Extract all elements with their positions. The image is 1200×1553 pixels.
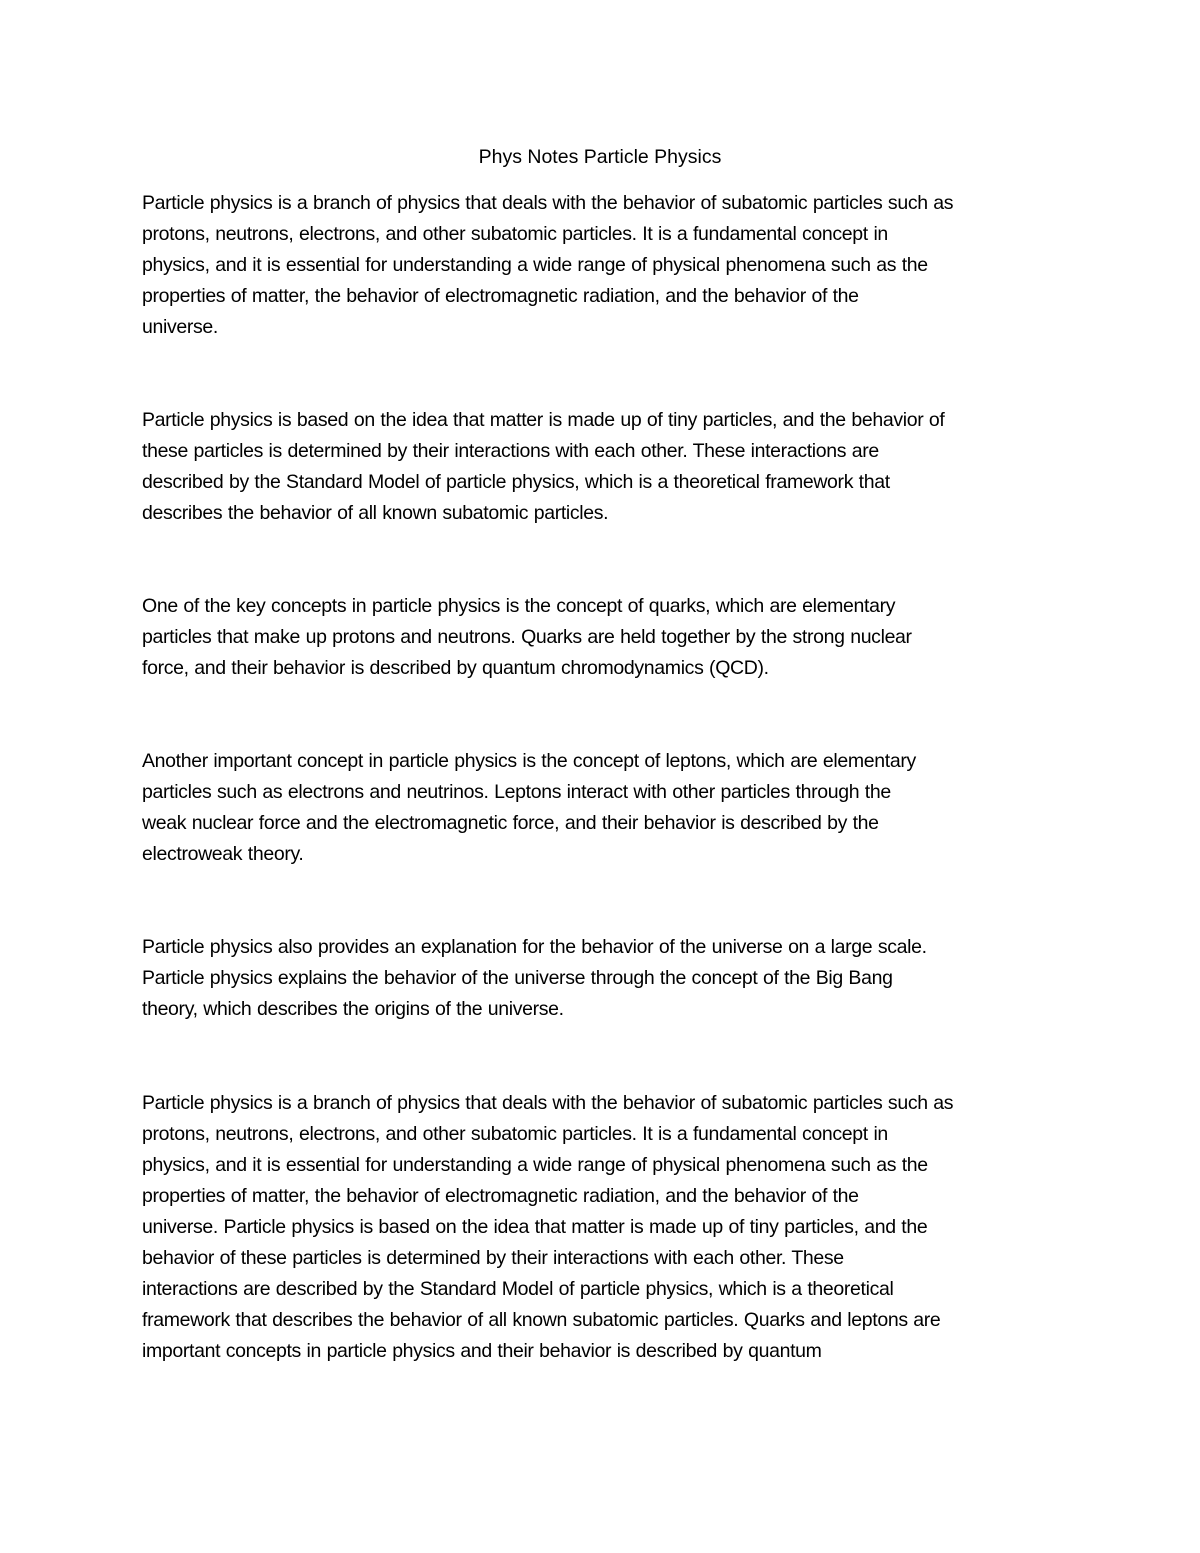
paragraph-line: Particle physics is a branch of physics that deals with the behavior of subatomic particles such as	[142, 192, 954, 214]
paragraph-line: properties of matter, the behavior of electromagnetic radiation, and the behavior of the	[142, 1185, 859, 1207]
paragraph-line: framework that describes the behavior of all known subatomic particles. Quarks and leptons are	[142, 1309, 941, 1331]
paragraph-line: particles that make up protons and neutrons. Quarks are held together by the strong nuclear	[142, 626, 912, 648]
paragraph-line: Particle physics explains the behavior of the universe through the concept of the Big Bang	[142, 967, 893, 989]
paragraph-line: force, and their behavior is described by quantum chromodynamics (QCD).	[142, 657, 769, 679]
paragraph-line: Particle physics is based on the idea that matter is made up of tiny particles, and the behavior of	[142, 409, 945, 431]
paragraph-6	[142, 1088, 1067, 1367]
paragraph-2	[142, 405, 1067, 529]
paragraph-line: protons, neutrons, electrons, and other subatomic particles. It is a fundamental concept in	[142, 223, 888, 245]
paragraph-line: physics, and it is essential for understanding a wide range of physical phenomena such as the	[142, 254, 928, 276]
paragraph-line: weak nuclear force and the electromagnetic force, and their behavior is described by the	[142, 812, 879, 834]
paragraph-5	[142, 932, 1067, 1025]
page-title: Phys Notes Particle Physics	[478, 146, 722, 168]
paragraph-line: One of the key concepts in particle physics is the concept of quarks, which are elementary	[142, 595, 896, 617]
paragraph-line: properties of matter, the behavior of electromagnetic radiation, and the behavior of the	[142, 285, 859, 307]
paragraph-line: describes the behavior of all known subatomic particles.	[142, 502, 609, 524]
paragraph-4	[142, 746, 1067, 870]
paragraph-line: physics, and it is essential for understanding a wide range of physical phenomena such as the	[142, 1154, 928, 1176]
paragraph-line: Another important concept in particle physics is the concept of leptons, which are elementary	[142, 750, 916, 772]
paragraph-line: theory, which describes the origins of the universe.	[142, 998, 564, 1020]
paragraph-line: interactions are described by the Standard Model of particle physics, which is a theoretical	[142, 1278, 894, 1300]
paragraph-line: behavior of these particles is determined by their interactions with each other. These	[142, 1247, 844, 1269]
paragraph-line: electroweak theory.	[142, 843, 304, 865]
paragraph-line: particles such as electrons and neutrinos. Leptons interact with other particles through the	[142, 781, 891, 803]
paragraph-line: universe. Particle physics is based on the idea that matter is made up of tiny particles, and the	[142, 1216, 928, 1238]
paragraph-line: important concepts in particle physics and their behavior is described by quantum	[142, 1340, 822, 1362]
paragraph-line: protons, neutrons, electrons, and other subatomic particles. It is a fundamental concept in	[142, 1123, 888, 1145]
paragraph-line: these particles is determined by their interactions with each other. These interactions are	[142, 440, 879, 462]
paragraph-line: Particle physics also provides an explanation for the behavior of the universe on a large scale.	[142, 936, 927, 958]
paragraph-line: universe.	[142, 316, 218, 338]
paragraph-line: Particle physics is a branch of physics that deals with the behavior of subatomic particles such as	[142, 1092, 954, 1114]
paragraph-3	[142, 591, 1067, 684]
paragraph-1	[142, 188, 1067, 343]
paragraph-line: described by the Standard Model of particle physics, which is a theoretical framework that	[142, 471, 890, 493]
